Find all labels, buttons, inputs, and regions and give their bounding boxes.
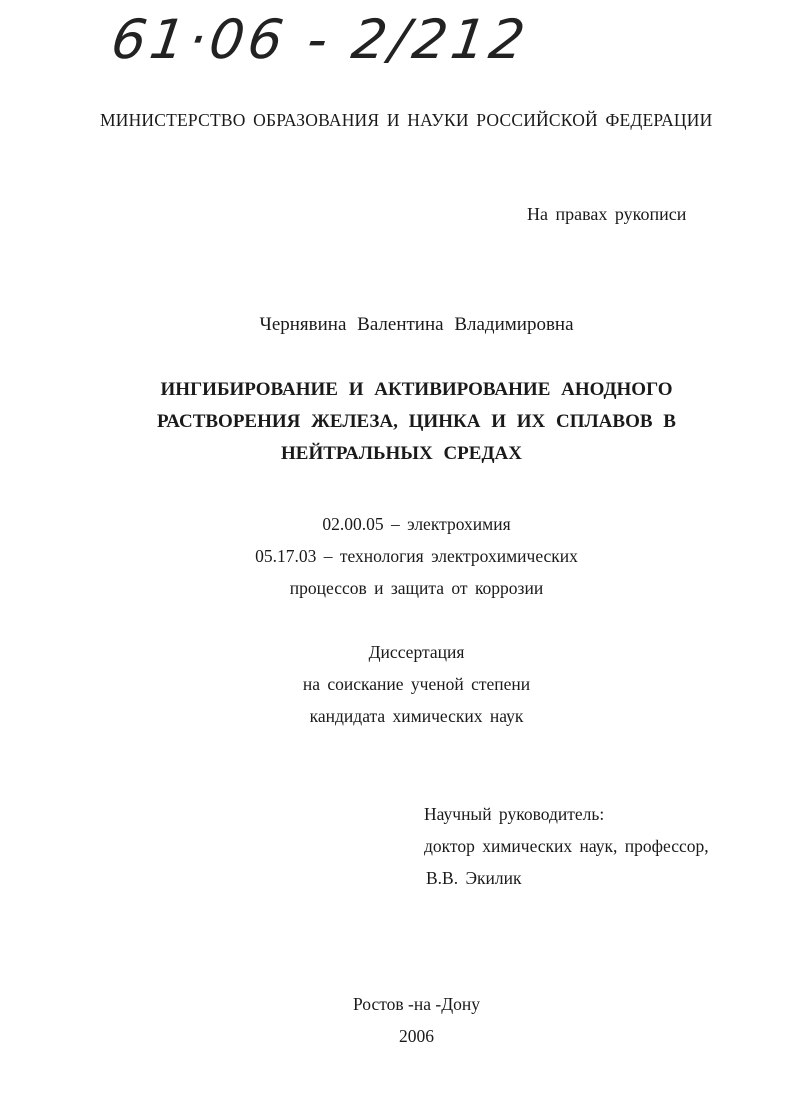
city: Ростов -на -Дону bbox=[352, 994, 481, 1014]
supervisor-degree: доктор химических наук, профессор, bbox=[424, 836, 709, 856]
dissertation-title bbox=[0, 374, 793, 470]
year: 2006 bbox=[399, 1026, 434, 1046]
rights-note: На правах рукописи bbox=[527, 204, 687, 224]
footer-block bbox=[0, 988, 793, 1052]
specialties-block bbox=[0, 508, 793, 604]
degree-name: кандидата химических наук bbox=[309, 706, 524, 726]
degree-purpose: на соискание ученой степени bbox=[302, 674, 531, 694]
title-line-2: РАСТВОРЕНИЯ ЖЕЛЕЗА, ЦИНКА И ИХ СПЛАВОВ В bbox=[157, 411, 676, 432]
title-line-3: НЕЙТРАЛЬНЫХ СРЕДАХ bbox=[281, 443, 522, 464]
dissertation-block bbox=[0, 636, 793, 732]
supervisor-label: Научный руководитель: bbox=[424, 804, 605, 824]
dissertation-label: Диссертация bbox=[368, 642, 465, 662]
specialty-2-cont: процессов и защита от коррозии bbox=[289, 578, 544, 598]
supervisor-name: В.В. Экилик bbox=[426, 868, 522, 888]
handwritten-catalog-number: 61·06 - 2/212 bbox=[107, 8, 533, 71]
specialty-2: 05.17.03 – технология электрохимических bbox=[255, 546, 578, 566]
ministry-header: МИНИСТЕРСТВО ОБРАЗОВАНИЯ И НАУКИ РОССИЙСКОЙ ФЕДЕРАЦИИ bbox=[100, 110, 713, 130]
specialty-1: 02.00.05 – электрохимия bbox=[322, 514, 511, 534]
title-line-1: ИНГИБИРОВАНИЕ И АКТИВИРОВАНИЕ АНОДНОГО bbox=[160, 379, 673, 400]
author-name: Чернявина Валентина Владимировна bbox=[259, 314, 574, 335]
supervisor-block bbox=[424, 798, 709, 894]
